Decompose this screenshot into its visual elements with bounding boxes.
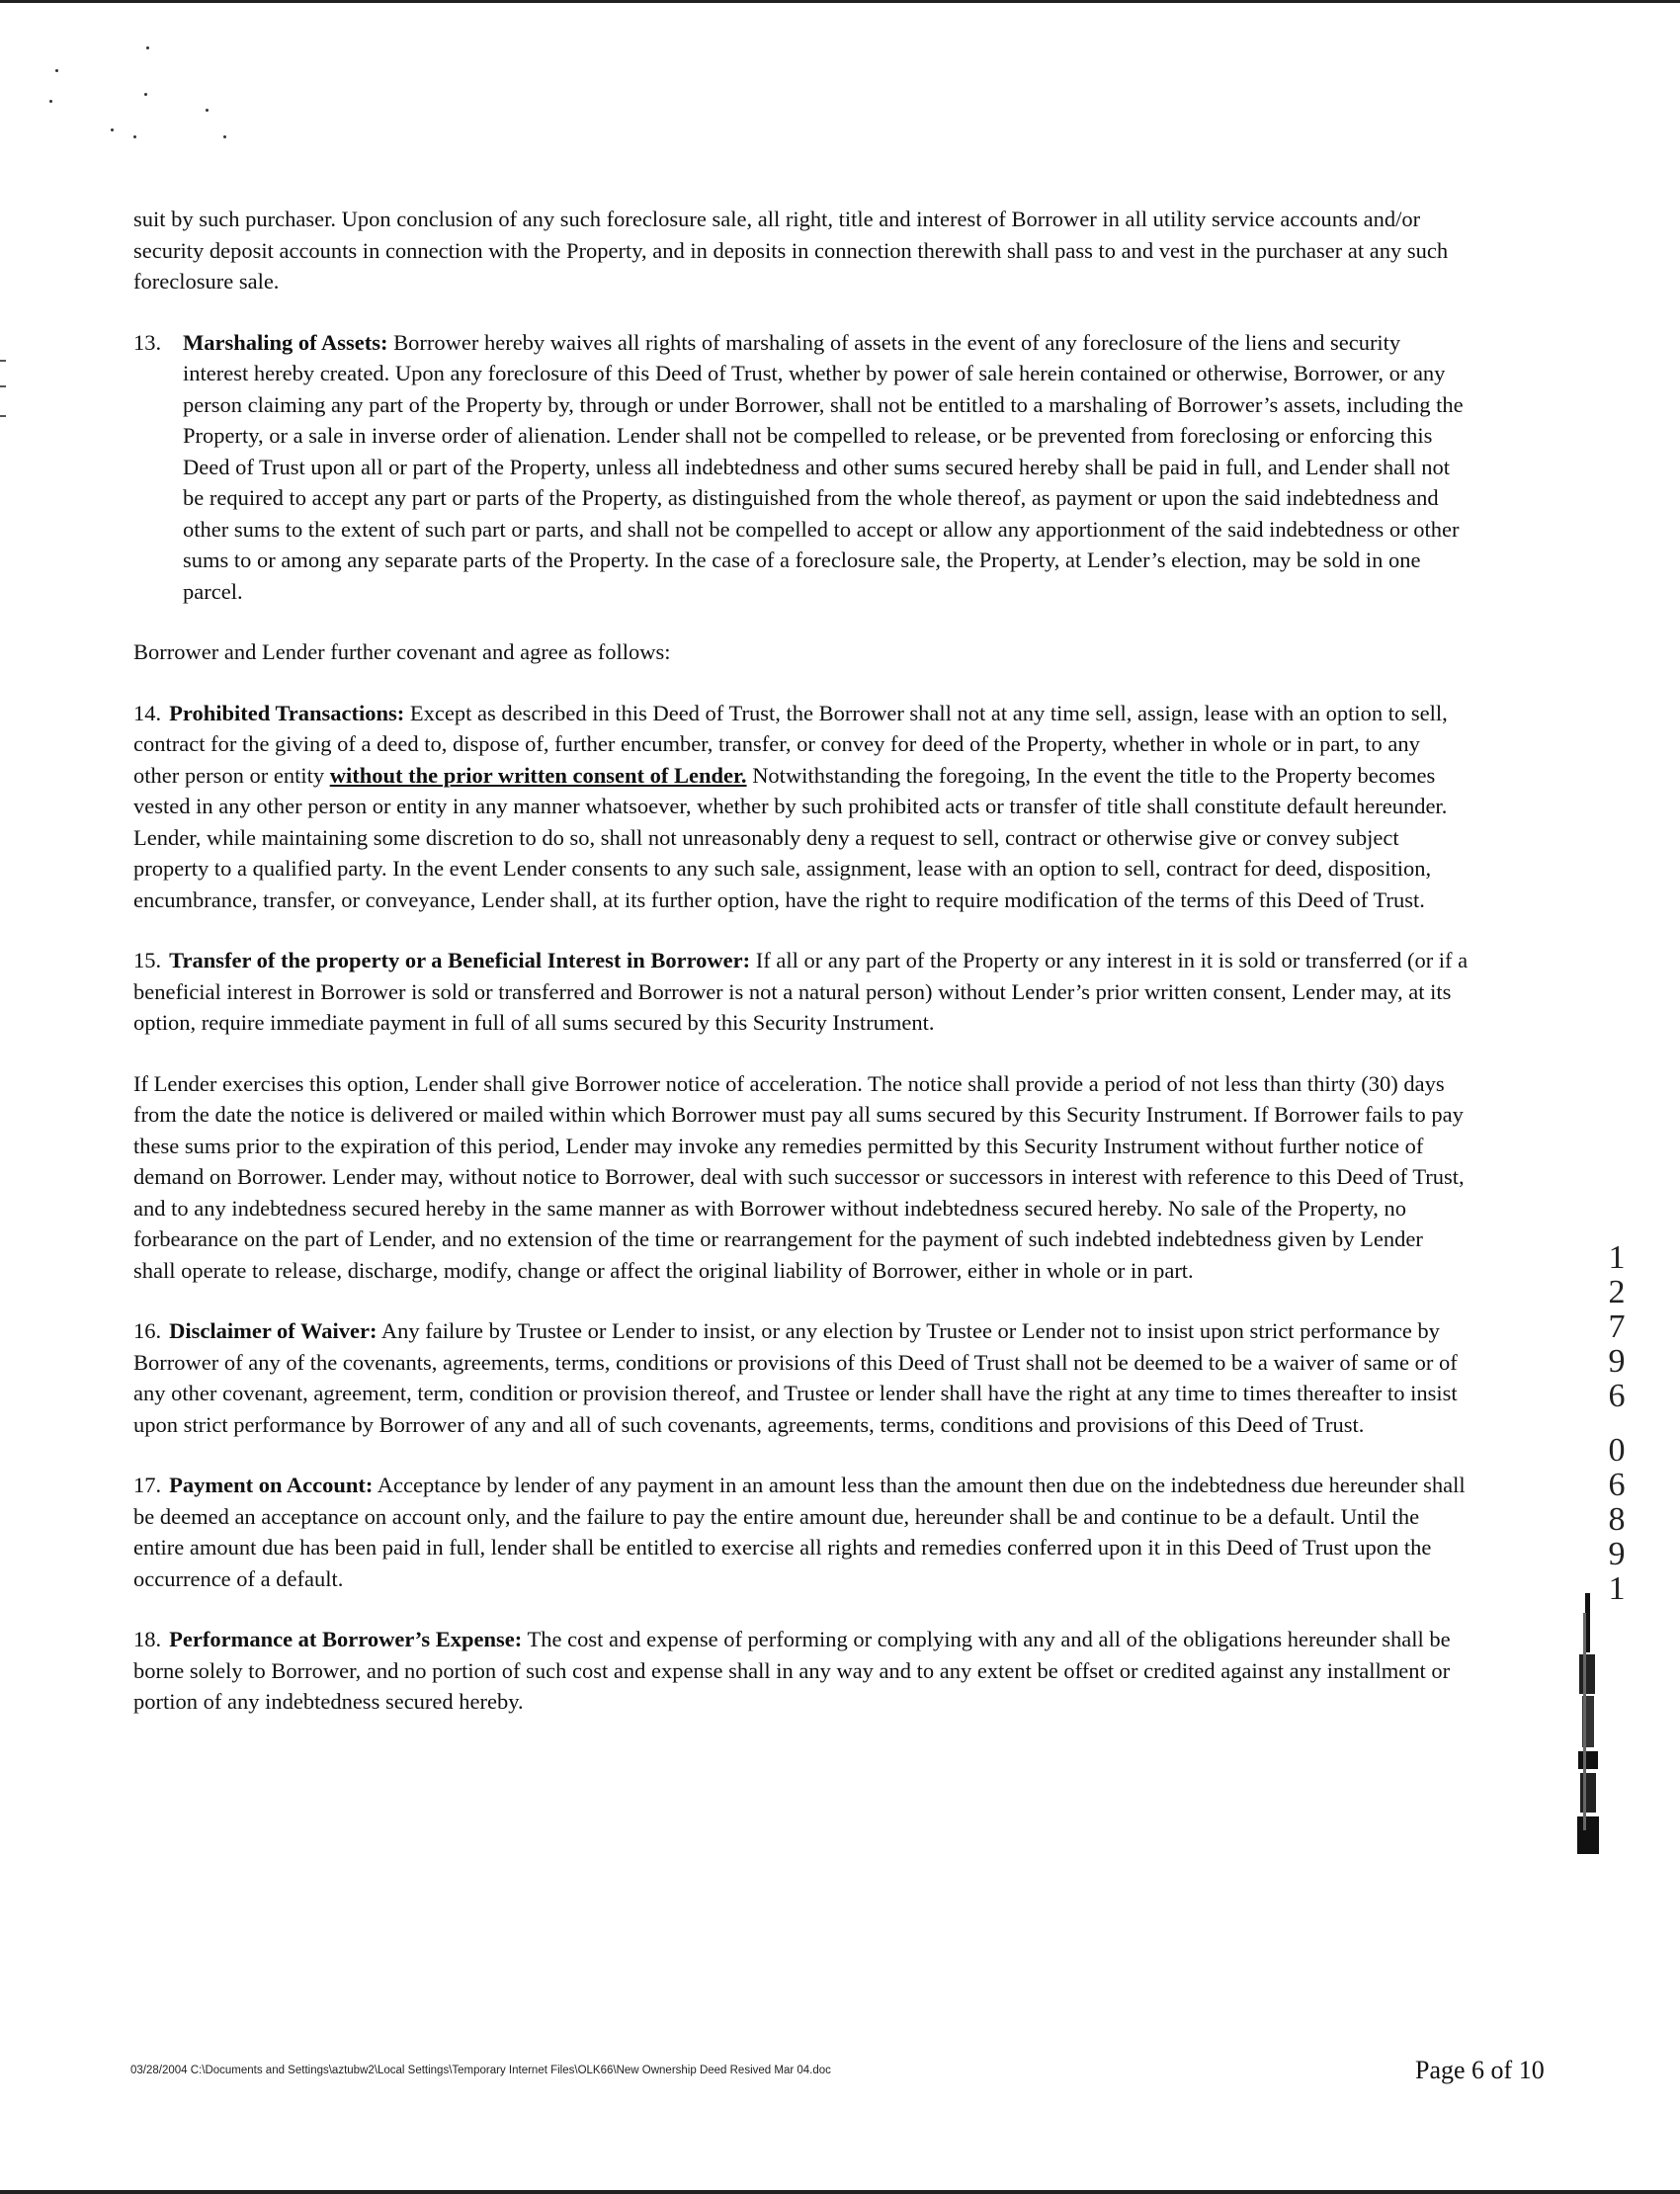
intro-paragraph: suit by such purchaser. Upon conclusion of any such foreclosure sale, all right, title and interest of Borrower in all utility service accounts and/or security deposit accounts in connection with the Property, and in deposits in connection therewith shall pass to and vest in the purchaser at any such foreclosure sale.	[133, 207, 1449, 294]
record-digit: 6	[1608, 1378, 1626, 1414]
section-heading: Disclaimer of Waiver:	[169, 1318, 378, 1343]
section-number: 13.	[133, 329, 162, 355]
section-13	[133, 327, 1470, 608]
record-digit: 7	[1608, 1308, 1626, 1345]
section-number: 15.	[133, 948, 162, 972]
section-heading: Prohibited Transactions:	[169, 700, 405, 725]
section-body: Except as described in this Deed of Trust, the Borrower shall not at any time sell, assign, lease with an option to sell, contract for the giving of a deed to, dispose of, further encumber, transfer, or convey for deed of the Property, whether in whole or in part, to any other person or entity	[133, 700, 1448, 788]
scan-border-top	[0, 0, 1680, 3]
section-body: If all or any part of the Property or any interest in it is sold or transferred (or if a beneficial interest in Borrower is sold or transferred and Borrower is not a natural person) without Lender’s prior written consent, Lender may, at its option, require immediate payment in full of all sums secured by this Security Instrument.	[133, 948, 1469, 1035]
scan-speck	[146, 46, 149, 49]
section-body-continued: Notwithstanding the foregoing, In the event the title to the Property becomes vested in any other person or entity in any manner whatsoever, whether by such prohibited acts or transfer of title shall constitute default hereunder. Lender, while maintaining some discretion to do so, shall not unreasonably deny a request to sell, contract or otherwise give or convey subject property to a qualified party. In the event Lender consents to any such sale, assignment, lease with an option to sell, contract for deed, disposition, encumbrance, transfer, or conveyance, Lender shall, at its further option, have the right to require modification of the terms of this Deed of Trust.	[133, 762, 1448, 912]
section-body: Borrower hereby waives all rights of marshaling of assets in the event of any foreclosure of the liens and security interest hereby created. Upon any foreclosure of this Deed of Trust, whether by power of sale herein contained or otherwise, Borrower, or any person claiming any part of the Property by, through or under Borrower, shall not be entitled to a marshaling of Borrower’s assets, including the Property, or a sale in inverse order of alienation. Lender shall not be compelled to release, or be prevented from foreclosing or enforcing this Deed of Trust upon all or part of the Property, unless all indebtedness and other sums secured hereby shall be paid in full, and Lender shall not be required to accept any part or parts of the Property, as distinguished from the whole thereof, as payment or upon the said indebtedness and other sums to the extent of such part or parts, and shall not be compelled to accept or allow any apportionment of the said indebtedness or other sums to or among any separate parts of the Property. In the case of a foreclosure sale, the Property, at Lender’s election, may be sold in one parcel.	[183, 329, 1464, 604]
section-number: 16.	[133, 1318, 162, 1343]
section-17	[133, 1470, 1470, 1594]
scan-speck	[111, 128, 114, 131]
record-digit: 6	[1608, 1467, 1626, 1503]
section-18	[133, 1624, 1470, 1718]
section-16	[133, 1315, 1470, 1440]
page-number: Page 6 of 10	[1415, 2056, 1545, 2084]
margin-record-number	[1601, 1240, 1633, 1606]
record-digit: 8	[1608, 1501, 1626, 1538]
scan-edge-mark	[0, 415, 6, 417]
section-heading: Payment on Account:	[169, 1473, 374, 1497]
scan-speck	[55, 69, 58, 72]
record-digit: 1	[1608, 1570, 1626, 1607]
section-heading: Marshaling of Assets:	[183, 329, 388, 355]
section-body: The cost and expense of performing or complying with any and all of the obligations hereunder shall be borne solely to Borrower, and no portion of such cost and expense shall in any way and to any extent be offset or credited against any installment or portion of any indebtedness secured hereby.	[133, 1627, 1451, 1714]
section-15	[133, 945, 1470, 1039]
record-digit: 2	[1608, 1274, 1626, 1310]
document-body	[133, 204, 1470, 1747]
section-number: 14.	[133, 700, 162, 725]
section-14	[133, 698, 1470, 916]
record-gap	[1601, 1413, 1633, 1433]
scan-speck	[144, 93, 147, 96]
section-body: Acceptance by lender of any payment in an amount less than the amount then due on the indebtedness due hereunder shall be deemed an acceptance on account only, and the failure to pay the entire amount due, hereunder shall be and continue to be a default. Until the entire amount due has been paid in full, lender shall be entitled to exercise all rights and remedies conferred upon it in this Deed of Trust upon the occurrence of a default.	[133, 1473, 1466, 1591]
scan-speck	[223, 135, 226, 138]
consent-emphasis: without the prior written consent of Lender.	[329, 762, 747, 788]
recording-stamp	[1575, 1593, 1601, 1856]
record-digit: 0	[1608, 1432, 1626, 1469]
record-digit: 1	[1608, 1239, 1626, 1276]
record-digit: 9	[1608, 1536, 1626, 1572]
acceleration-paragraph: If Lender exercises this option, Lender shall give Borrower notice of acceleration. The notice shall provide a period of not less than thirty (30) days from the date the notice is delivered or mailed within which Borrower must pay all sums secured by this Security Instrument. If Borrower fails to pay these sums prior to the expiration of this period, Lender may invoke any remedies permitted by this Security Instrument without further notice of demand on Borrower. Lender may, without notice to Borrower, deal with such successor or successors in interest with reference to this Deed of Trust, and to any indebtedness secured hereby in the same manner as with Borrower without indebtedness secured hereby. No sale of the Property, no forbearance on the part of Lender, and no extension of the time or rearrangement for the payment of such indebted indebtedness given by Lender shall operate to release, discharge, modify, change or affect the original liability of Borrower, either in whole or in part.	[133, 1070, 1465, 1283]
scan-edge-mark	[0, 360, 6, 362]
scan-border-bottom	[0, 2190, 1680, 2194]
footer-file-path: 03/28/2004 C:\Documents and Settings\aztubw2\Local Settings\Temporary Internet Files\OLK66\New Ownership Deed Resived Mar 04.doc	[130, 2065, 831, 2076]
record-digit: 9	[1608, 1343, 1626, 1380]
covenant-line: Borrower and Lender further covenant and agree as follows:	[133, 639, 671, 664]
scan-speck	[206, 109, 209, 112]
section-number: 18.	[133, 1627, 162, 1651]
scan-edge-mark	[0, 385, 6, 387]
section-number: 17.	[133, 1473, 162, 1497]
scan-speck	[133, 135, 136, 138]
scan-speck	[49, 100, 52, 103]
section-heading: Performance at Borrower’s Expense:	[169, 1627, 523, 1651]
section-body: Any failure by Trustee or Lender to insist, or any election by Trustee or Lender not to insist upon strict performance by Borrower of any of the covenants, agreements, terms, conditions or provisions of this Deed of Trust shall not be deemed to be a waiver of same or of any other covenant, agreement, term, condition or provision thereof, and Trustee or lender shall have the right at any time to times thereafter to insist upon strict performance by Borrower of any and all of such covenants, agreements, terms, conditions and provisions of this Deed of Trust.	[133, 1318, 1458, 1437]
section-heading: Transfer of the property or a Beneficial Interest in Borrower:	[169, 948, 751, 972]
